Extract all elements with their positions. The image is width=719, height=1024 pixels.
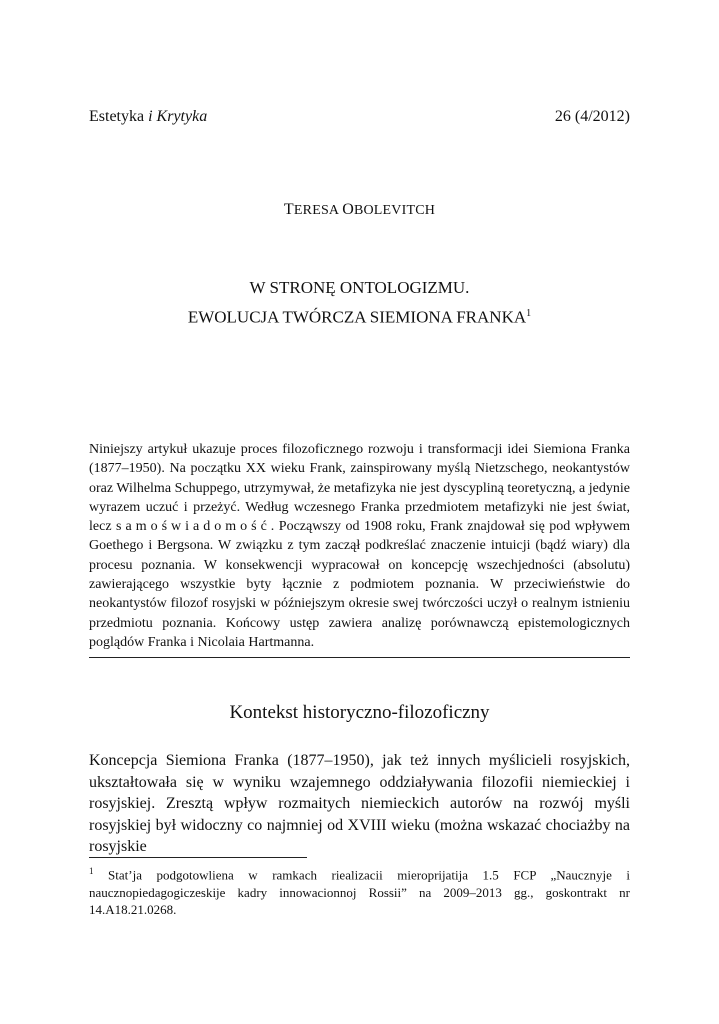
footnote-mark: 1	[89, 866, 94, 876]
footnote-reference: 1	[526, 308, 532, 319]
author-name: TERESA OBOLEVITCH	[283, 201, 436, 218]
footnote: $^1$ Stat’ja podgotowliena w ramkach riealizacii mieroprijatija 1.5 FCP „Naucznyje i naucznopiedagogiczeskije kadry innowacionnoj Rossii” na 2009–2013 gg., goskontrakt nr 14.A18.21.0268.	[89, 866, 630, 918]
abstract: Niniejszy artykuł ukazuje proces filozoficznego rozwoju i transformacji idei Siemiona Franka (1877–1950). Na początku XX wieku Frank, zainspirowany myślą Nietzschego, neokantystów oraz Wilhelma Schuppego, utrzymywał, że metafizyka nie jest dyscypliną teoretyczną, a jedynie wyrazem uczuć i przeżyć. Według wczesnego Franka przedmiotem metafizyki nie jest świat, lecz samoświadomość. Począwszy od 1908 roku, Frank znajdował się pod wpływem Goethego i Bergsona. W związku z tym zaczął podkreślać znaczenie intuicji (bądź wiary) dla procesu poznania. W konsekwencji wypracował on koncepcję wszechjedności (absolutu) zawierającego wszystkie byty łącznie z podmiotem poznania. W przeciwieństwie do neokantystów filozof rosyjski w późniejszym okresie swej twórczości uczył o realnym istnieniu przedmiotu poznania. Końcowy ustęp zawiera analizę porównawczą epistemologicznych poglądów Franka i Nicolaia Hartmanna.	[89, 442, 631, 650]
title-line-1: W STRONĘ ONTOLOGIZMU.	[249, 278, 470, 297]
footnote-divider	[89, 857, 307, 858]
article-title	[60, 275, 659, 331]
section-heading: Kontekst historyczno-filozoficzny	[229, 702, 490, 723]
issue-number: 26 (4/2012)	[554, 108, 630, 125]
journal-name: Estetyka i Krytyka	[89, 108, 208, 125]
body-paragraph: Koncepcja Siemiona Franka (1877–1950), jak też innych myślicieli rosyjskich, ukształtowała się w wyniku wzajemnego oddziaływania filozofii niemieckiej i rosyjskiej. Zresztą wpływ rozmaitych niemieckich autorów na rozwój myśli rosyjskiej był widoczny co najmniej od XVIII wieku (można wskazać chociażby na rosyjskie	[89, 752, 630, 855]
title-line-2: EWOLUCJA TWÓRCZA SIEMIONA FRANKA$^1$	[187, 307, 532, 327]
emphasis-spaced: samoświadomość	[116, 519, 271, 535]
section-divider	[89, 657, 630, 658]
